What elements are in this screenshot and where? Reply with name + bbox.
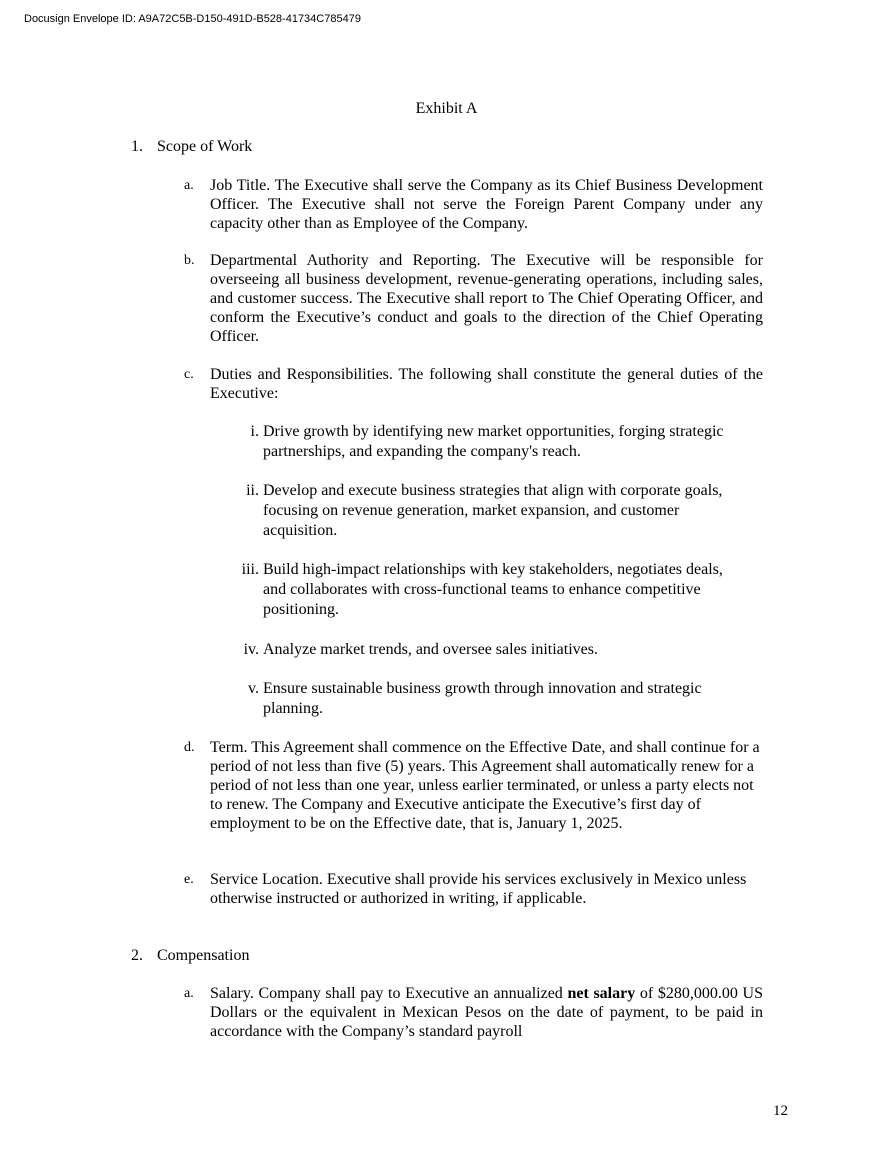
item-label: v. bbox=[248, 680, 259, 697]
net-salary-bold: net salary bbox=[567, 985, 636, 1002]
item-text: Departmental Authority and Reporting. The Executive will be responsible for overseeing all business development, revenue-generating operations, including sales, and customer success. The Executive shall report to The Chief Operating Officer, and conform the Executive’s conduct and goals to the direction of the Chief Operating Officer. bbox=[210, 252, 763, 345]
item-label: c. bbox=[184, 367, 194, 382]
item-text: Analyze market trends, and oversee sales initiatives. bbox=[263, 641, 598, 658]
section-title: Scope of Work bbox=[157, 138, 253, 155]
duty-item-i bbox=[237, 422, 737, 462]
item-text: Term. This Agreement shall commence on the Effective Date, and shall continue for a period of not less than five (5) years. This Agreement shall automatically renew for a period of not less than one year, unless earlier terminated, or unless a party elects not to renew. The Company and Executive anticipate the Executive’s first day of employment to be on the Effective date, that is, January 1, 2025. bbox=[210, 739, 760, 832]
envelope-id: Docusign Envelope ID: A9A72C5B-D150-491D-B528-41734C785479 bbox=[24, 13, 361, 25]
item-label: iv. bbox=[243, 641, 259, 658]
duty-item-iv bbox=[237, 640, 737, 660]
scope-item-e bbox=[184, 870, 763, 908]
item-label: d. bbox=[184, 740, 195, 755]
item-text bbox=[210, 984, 763, 1041]
item-label: i. bbox=[250, 423, 259, 440]
item-label: a. bbox=[184, 986, 194, 1001]
item-text: Develop and execute business strategies that align with corporate goals, focusing on revenue generation, market expansion, and customer acquisition. bbox=[263, 482, 723, 539]
item-label: ii. bbox=[246, 482, 259, 499]
scope-item-c bbox=[184, 365, 763, 403]
item-label: iii. bbox=[241, 561, 259, 578]
section-number: 2. bbox=[131, 947, 143, 964]
duty-item-iii bbox=[237, 560, 737, 620]
scope-item-a bbox=[184, 176, 763, 233]
item-label: e. bbox=[184, 872, 194, 887]
item-text: Duties and Responsibilities. The following shall constitute the general duties of the Executive: bbox=[210, 366, 763, 402]
compensation-item-a bbox=[184, 984, 763, 1041]
duty-item-ii bbox=[237, 481, 737, 541]
salary-text-after: of $280,000.00 US Dollars or the equivalent in Mexican Pesos on the date of payment, to be paid in accordance with the Company’s standard payroll bbox=[210, 985, 763, 1040]
exhibit-title: Exhibit A bbox=[415, 100, 478, 117]
scope-item-d bbox=[184, 738, 763, 833]
duty-item-v bbox=[237, 679, 737, 719]
section-number: 1. bbox=[131, 138, 143, 155]
item-text: Drive growth by identifying new market opportunities, forging strategic partnerships, and expanding the company's reach. bbox=[263, 423, 724, 460]
item-text: Ensure sustainable business growth through innovation and strategic planning. bbox=[263, 680, 702, 717]
item-label: b. bbox=[184, 253, 195, 268]
item-text: Service Location. Executive shall provide his services exclusively in Mexico unless otherwise instructed or authorized in writing, if applicable. bbox=[210, 871, 747, 907]
page-number: 12 bbox=[773, 1103, 788, 1119]
item-text: Build high-impact relationships with key stakeholders, negotiates deals, and collaborates with cross-functional teams to enhance competitive positioning. bbox=[263, 561, 723, 618]
scope-item-b bbox=[184, 251, 763, 346]
item-label: a. bbox=[184, 178, 194, 193]
item-text: Job Title. The Executive shall serve the Company as its Chief Business Development Officer. The Executive shall not serve the Foreign Parent Company under any capacity other than as Employee of the Company. bbox=[210, 177, 763, 232]
salary-text-before: Salary. Company shall pay to Executive an annualized bbox=[210, 985, 568, 1002]
section-title: Compensation bbox=[157, 947, 250, 964]
